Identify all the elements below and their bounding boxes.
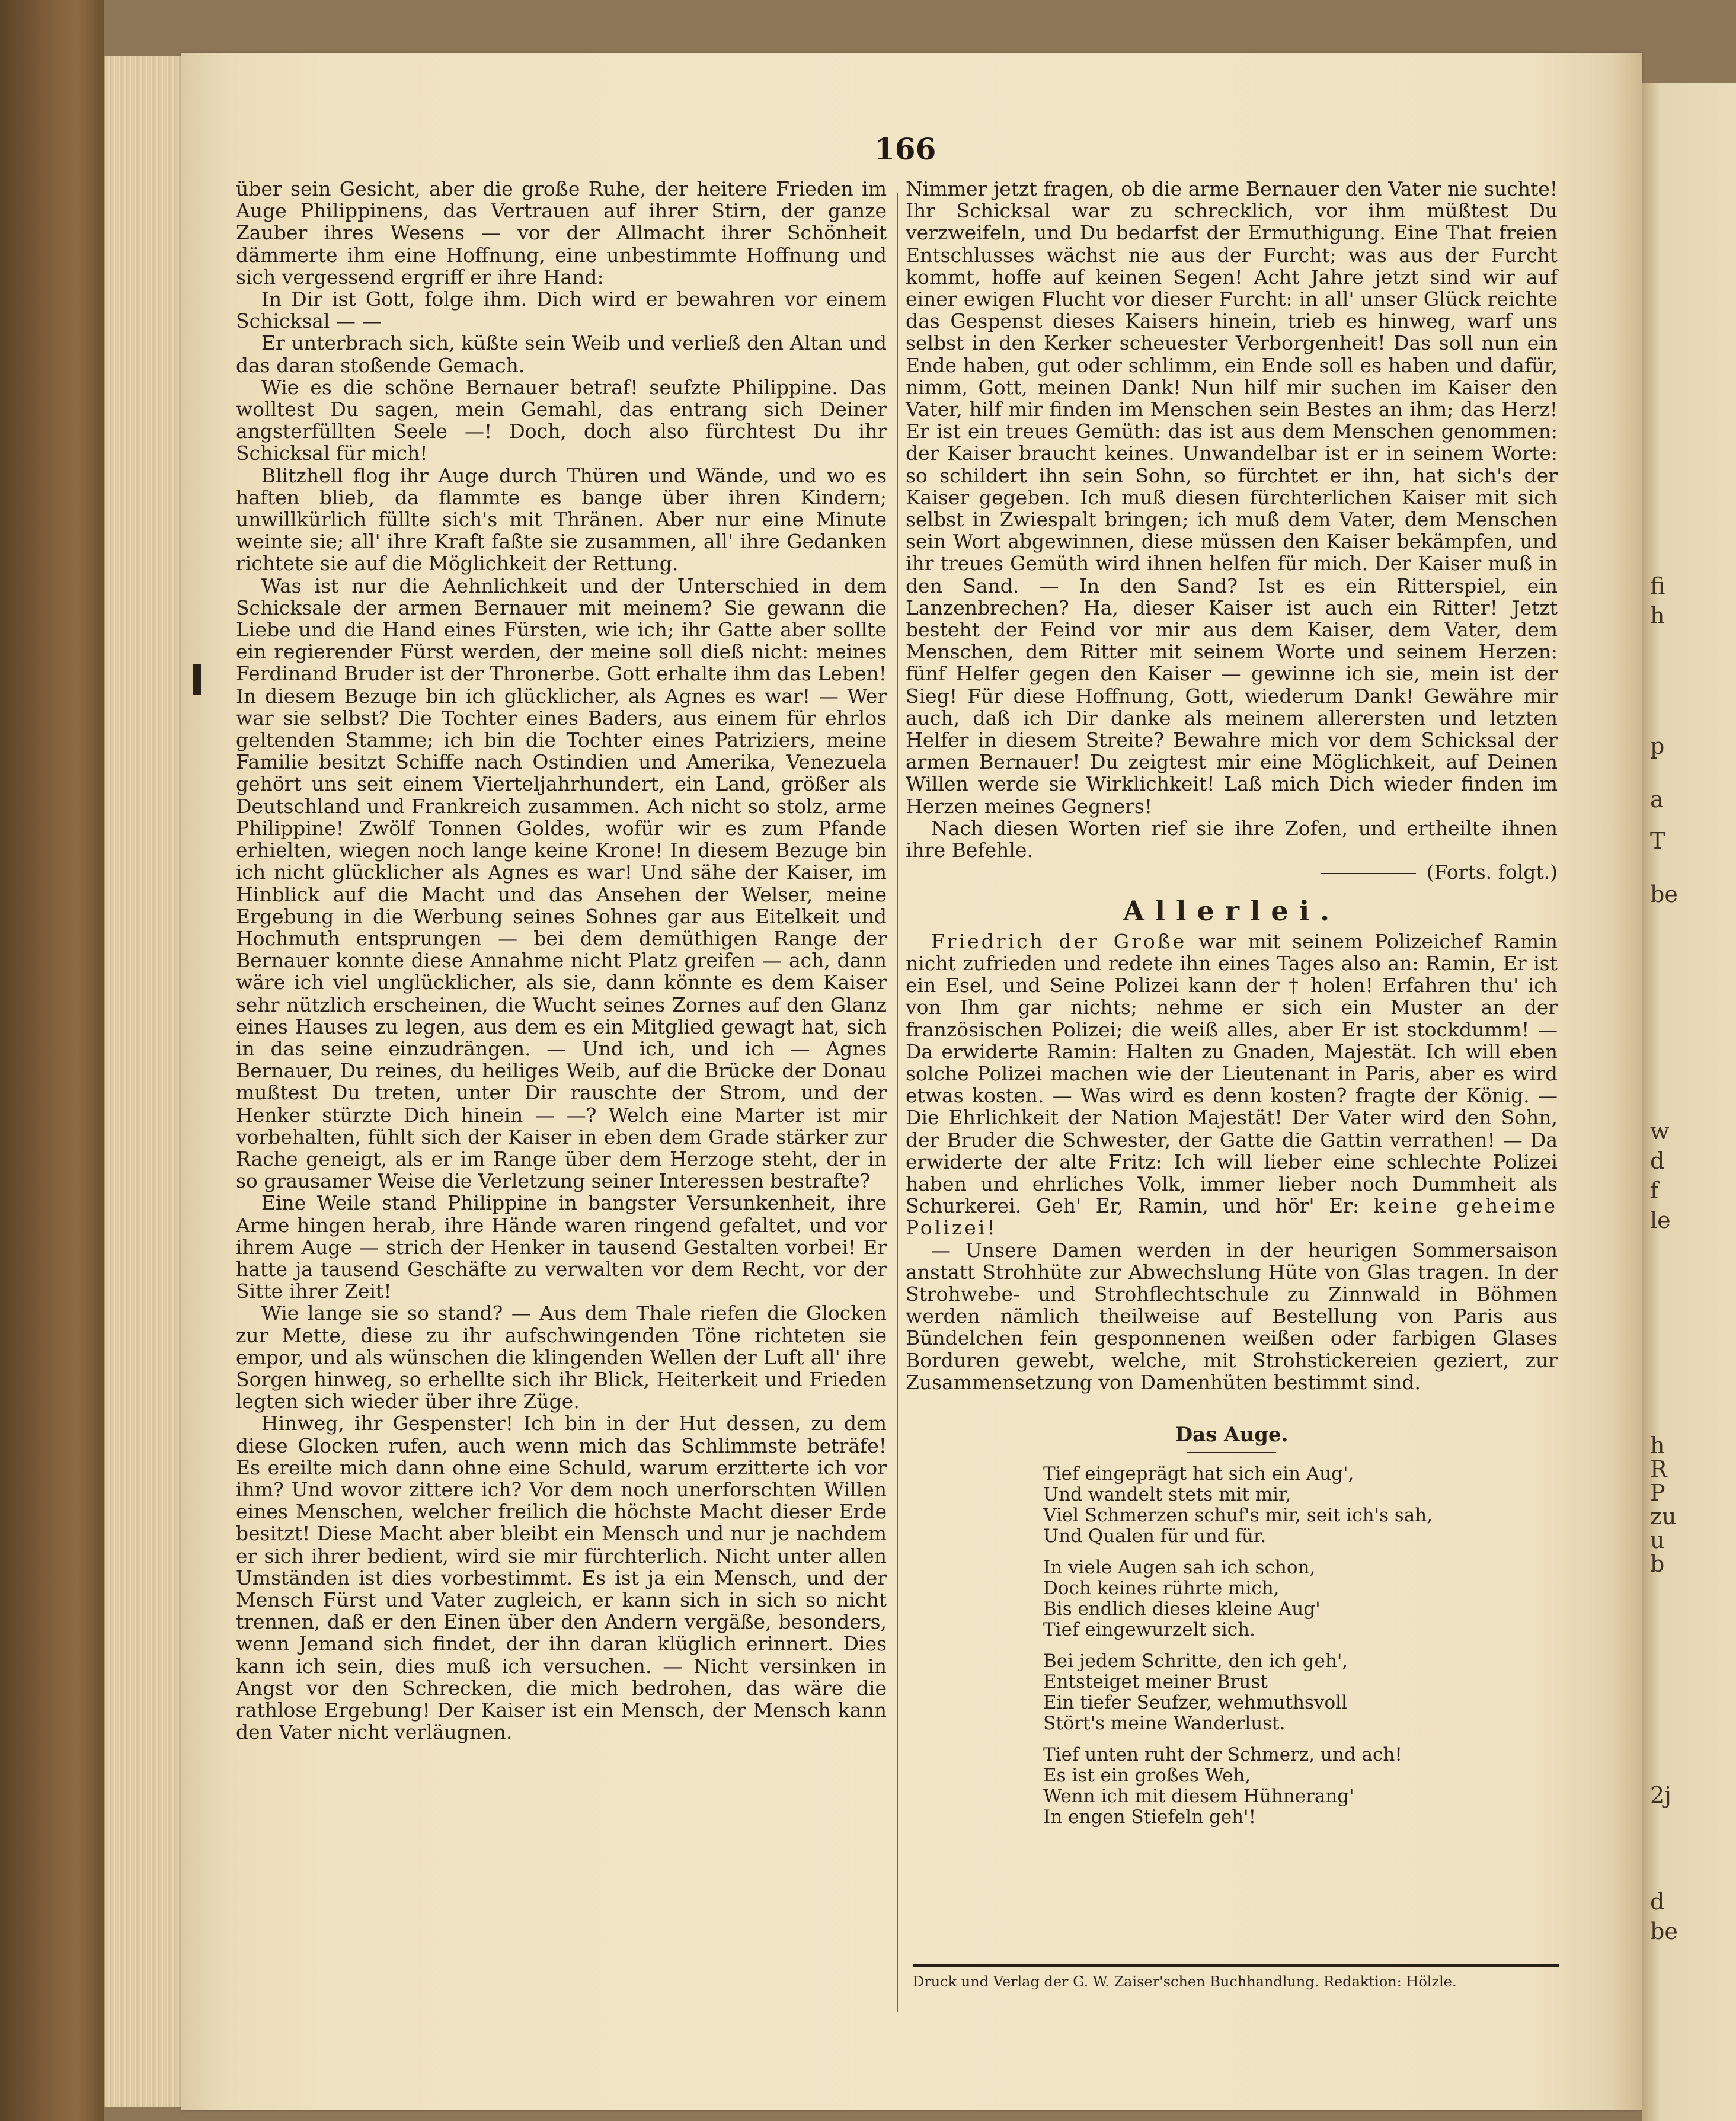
facing-fragment: b <box>1650 1551 1665 1577</box>
facing-fragment: f <box>1650 1178 1659 1204</box>
facing-fragment: a <box>1650 786 1664 812</box>
poem-stanza <box>1043 1557 1558 1640</box>
facing-fragment: h <box>1650 1432 1665 1458</box>
poem-line: Ein tiefer Seufzer, wehmuthsvoll <box>1043 1692 1347 1714</box>
facing-fragment: u <box>1650 1527 1665 1553</box>
poem-line: In viele Augen sah ich schon, <box>1043 1557 1316 1579</box>
paragraph-text: war mit seinem Polizeichef Ramin nicht zufrieden und redete ihn eines Tages also an: Ramin, Er ist ein Esel, und Seine Polizei kann der † holen! Erfahren thu' ich von Ihm gar nichts; nehme er sich ein Muster an der französischen Polizei; die weiß alles, aber Er ist stockdumm! — Da erwiderte Ramin: Halten zu Gnaden, Majestät. Ich will eben solche Polizei machen wie der Lieutenant in Paris, aber es wird etwas kosten. — Was wird es denn kosten? fragte der König. — Die Ehrlichkeit der Nation Majestät! Der Vater wird den Sohn, der Bruder die Schwester, der Gatte die Gattin verrathen! — Da erwiderte der alte Fritz: Ich will lieber eine schlechte Polizei haben und ehrliches Volk, immer lieber noch Dummheit als Schurkerei. Geh' Er, Ramin, und hör' Er: <box>906 929 1558 1218</box>
poem-line: Tief unten ruht der Schmerz, und ach! <box>1043 1744 1402 1766</box>
column-divider <box>897 193 898 2012</box>
poem-line: Viel Schmerzen schuf's mir, seit ich's sah, <box>1043 1505 1433 1527</box>
paragraph: Hinweg, ihr Gespenster! Ich bin in der Hut dessen, zu dem diese Glocken rufen, auch wenn mich das Schlimmste beträfe! Es ereilte mich dann ohne eine Schuld, warum erzitterte ich vor ihm? Und wovor zittere ich? Vor dem noch unerforschten Willen eines Menschen, welcher freilich die höchste Macht dieser Erde besitzt! Diese Macht aber bleibt ein Mensch und nur je nachdem er sich ihrer bedient, wird sie mir fürchterlich. Nicht unter allen Umständen ist dies vorbestimmt. Es ist ja ein Mensch, und der Mensch Fürst und Vater zugleich, er kann sich in sich so nicht trennen, daß er den Einen über den Andern vergäße, besonders, wenn Jemand sich findet, der ihn daran klüglich erinnert. Dies kann ich sein, dies muß ich versuchen. — Nicht versinken in Angst vor den Schrecken, die mich bedrohen, das wäre die rathlose Ergebung! Der Kaiser ist ein Mensch, der Mensch kann den Vater nicht verläugnen. <box>236 1412 887 1744</box>
spaced-name: Friedrich der Große <box>931 929 1187 953</box>
right-column <box>906 178 1558 1838</box>
spaced-phrase: keine geheime Polizei! <box>906 1194 1558 1240</box>
section-heading: Allerlei. <box>1123 894 1341 927</box>
paragraph: Was ist nur die Aehnlichkeit und der Unterschied in dem Schicksale der armen Bernauer mit meinem? Sie gewann die Liebe und die Hand eines Fürsten, wie ich; ihr Gatte aber sollte ein regierender Fürst werden, der meine soll dieß nicht: meines Ferdinand Bruder ist der Thronerbe. Gott erhalte ihm das Leben! In diesem Bezuge bin ich glücklicher, als Agnes es war! — Wer war sie selbst? Die Tochter eines Baders, aus einem für ehrlos geltenden Stamme; ich bin die Tochter eines Patriziers, meine Familie besitzt Schiffe nach Ostindien und Amerika, Venezuela gehört uns seit einem Vierteljahrhundert, ein Land, größer als Deutschland und Frankreich zusammen. Ach nicht so stolz, arme Philippine! Zwölf Tonnen Goldes, wofür wir es zum Pfande erhielten, wiegen noch lange keine Krone! In diesem Bezuge bin ich nicht glücklicher als Agnes es war! Und sähe der Kaiser, im Hinblick auf die Macht und das Ansehen der Welser, meine Ergebung in die Werbung seines Sohnes gar aus Eitelkeit und Hochmuth entsprungen — bei dem demüthigen Range der Bernauer konnte diese Annahme nicht Platz greifen — ach, dann wäre ich viel unglücklicher, als sie, dann könnte es dem Kaiser sehr nützlich erscheinen, die Wucht seines Zornes auf den Glanz eines Hauses zu legen, aus dem es ein Mitglied gewagt hat, sich in das seine einzudrängen. — Und ich, und ich — Agnes Bernauer, Du reines, du heiliges Weib, auf die Brücke der Donau mußtest Du treten, unter Dir rauschte der Strom, und der Henker stürzte Dich hinein — —? Welch eine Marter ist mir vorbehalten, fühlt sich der Kaiser in eben dem Grade stärker zur Rache geneigt, als er im Range über dem Herzoge steht, der in so grausamer Weise die Verletzung seiner Interessen bestrafte? <box>236 574 887 1193</box>
left-column <box>236 178 887 1743</box>
facing-fragment: R <box>1650 1456 1667 1482</box>
facing-fragment: le <box>1650 1207 1671 1233</box>
poem-line: Und wandelt stets mit mir, <box>1043 1484 1291 1506</box>
poem-line: Doch keines rührte mich, <box>1043 1578 1280 1599</box>
paragraph: — Unsere Damen werden in der heurigen Sommersaison anstatt Strohhüte zur Abwechslung Hüte von Glas tragen. In der Strohwebe- und Strohflechtschule zu Zinnwald in Böhmen werden nämlich theilweise auf Bestellung von Paris aus Bündelchen fein gesponnenen weißen oder farbigen Glases Borduren gewebt, welche, mit Strohstickereien geziert, zur Zusammensetzung von Damenhüten bestimmt sind. <box>906 1238 1558 1394</box>
separator-rule <box>1321 873 1416 874</box>
footer-rule <box>913 1964 1559 1967</box>
facing-fragment: 2j <box>1650 1782 1671 1808</box>
page-number: 166 <box>874 132 936 167</box>
poem-line: Tief eingeprägt hat sich ein Aug', <box>1043 1463 1354 1485</box>
poem-line: Bis endlich dieses kleine Aug' <box>1043 1598 1321 1620</box>
paragraph: In Dir ist Gott, folge ihm. Dich wird er bewahren vor einem Schicksal — — <box>236 287 887 333</box>
facing-fragment: fi <box>1650 573 1665 599</box>
facing-fragment: P <box>1650 1480 1665 1506</box>
poem-stanza <box>1043 1745 1558 1828</box>
facing-fragment: d <box>1650 1889 1665 1915</box>
paragraph: Wie lange sie so stand? — Aus dem Thale riefen die Glocken zur Mette, diese zu ihr aufschwingenden Töne richteten sie empor, und als wünschen die klingenden Wellen der Luft all' ihre Sorgen hinweg, so erhellte sich ihr Blick, Heiterkeit und Frieden legten sich wieder über ihre Züge. <box>236 1301 887 1413</box>
paragraph: Blitzhell flog ihr Auge durch Thüren und Wände, und wo es haften blieb, da flammte es bange über ihren Kindern; unwillkürlich füllte sich's mit Thränen. Aber nur eine Minute weinte sie; all' ihre Kraft faßte sie zusammen, all' ihre Gedanken richtete sie auf die Möglichkeit der Rettung. <box>236 463 887 575</box>
paragraph: Er unterbrach sich, küßte sein Weib und verließ den Altan und das daran stoßende Gemach. <box>236 331 887 377</box>
imprint-line: Druck und Verlag der G. W. Zaiser'schen Buchhandlung. Redaktion: Hölzle. <box>913 1973 1457 1990</box>
facing-fragment: h <box>1650 603 1665 629</box>
poem <box>906 1464 1558 1828</box>
poem-line: Entsteiget meiner Brust <box>1043 1671 1268 1693</box>
poem-line: Und Qualen für und für. <box>1043 1525 1267 1547</box>
continuation-note <box>906 861 1558 883</box>
facing-fragment: be <box>1650 1918 1678 1944</box>
paragraph: über sein Gesicht, aber die große Ruhe, der heitere Frieden im Auge Philippinens, das Vertrauen auf ihrer Stirn, der ganze Zauber ihres Wesens — vor der Allmacht ihrer Schönheit dämmerte ihm eine Hoffnung, eine unbestimmte Hoffnung und sich vergessend ergriff er ihre Hand: <box>236 177 887 289</box>
paragraph <box>906 930 1558 1239</box>
poem-line: Es ist ein großes Weh, <box>1043 1765 1251 1787</box>
continuation-text: (Forts. folgt.) <box>1426 860 1558 884</box>
poem-line: In engen Stiefeln geh'! <box>1043 1806 1257 1828</box>
paragraph: Nimmer jetzt fragen, ob die arme Bernauer den Vater nie suchte! Ihr Schicksal war zu schrecklich, vor ihm müßtest Du verzweifeln, und Du bedarfst der Ermuthigung. Eine That freien Entschlusses wächst nie aus der Furcht; was aus der Furcht kommt, hoffe auf keinen Segen! Acht Jahre jetzt sind wir auf einer ewigen Flucht vor dieser Furcht: in all' unser Glück reichte das Gespenst dieses Kaisers hinein, trieb es hinweg, warf uns selbst in den Kerker scheuester Verborgenheit! Das soll nun ein Ende haben, gut oder schlimm, ein Ende soll es haben und dafür, nimm, Gott, meinen Dank! Nun hilf mir suchen im Kaiser den Vater, hilf mir finden im Menschen sein Bestes an ihm; das Herz! Er ist ein treues Gemüth: das ist aus dem Menschen genommen: der Kaiser braucht keines. Unwandelbar ist er in seinem Worte: so schildert ihn sein Sohn, so fürchtet er ihn, hat sich's der Kaiser gegeben. Ich muß diesen fürchterlichen Kaiser mit sich selbst in Zwiespalt bringen; ich muß dem Vater, dem Menschen sein Wort abgewinnen, diese müssen den Kaiser bekämpfen, und ihr treues Gemüth wird ihnen helfen für mich. Der Kaiser muß in den Sand. — In den Sand? Ist es ein Ritterspiel, ein Lanzenbrechen? Ha, dieser Kaiser ist auch ein Ritter! Jetzt besteht der Feind vor mir aus dem Kaiser, dem Vater, dem Menschen, dem Ritter mit seinem Worte und seinem Herzen: fünf Helfer gegen den Kaiser — gewinne ich sie, mein ist der Sieg! Für diese Hoffnung, Gott, wiederum Dank! Gewähre mir auch, daß ich Dir danke als meinem allerersten und letzten Helfer in diesem Streite? Bewahre mich vor dem Schicksal der armen Bernauer! Du zeigtest mir eine Möglichkeit, auf Deinen Willen werde sie Wirklichkeit! Laß mich Dich wieder finden im Herzen meines Gegners! <box>906 177 1558 818</box>
poem-line: Stört's meine Wanderlust. <box>1043 1713 1286 1735</box>
poem-stanza <box>1043 1464 1558 1547</box>
paragraph: Nach diesen Worten rief sie ihre Zofen, und ertheilte ihnen ihre Befehle. <box>906 816 1558 862</box>
poem-stanza <box>1043 1651 1558 1734</box>
poem-title: Das Auge. <box>906 1424 1558 1453</box>
facing-fragment: T <box>1650 828 1665 854</box>
facing-fragment: zu <box>1650 1503 1677 1530</box>
facing-fragment: p <box>1650 733 1665 759</box>
facing-fragment: w <box>1650 1118 1670 1144</box>
paragraph: Wie es die schöne Bernauer betraf! seufzte Philippine. Das wolltest Du sagen, mein Gemahl, das entrang sich Deiner angsterfüllten Seele —! Doch, doch also fürchtest Du ihr Schicksal für mich! <box>236 375 887 465</box>
poem-line: Wenn ich mit diesem Hühnerang' <box>1043 1786 1354 1808</box>
poem-line: Tief eingewurzelt sich. <box>1043 1619 1255 1641</box>
facing-fragment: be <box>1650 881 1678 907</box>
poem-line: Bei jedem Schritte, den ich geh', <box>1043 1650 1348 1672</box>
paragraph: Eine Weile stand Philippine in bangster Versunkenheit, ihre Arme hingen herab, ihre Hände waren ringend gefaltet, und vor ihrem Auge — strich der Henker in tausend Gestalten vorbei! Er hatte ja tausend Geschäfte zu verwalten vor dem Recht, vor der Sitte ihrer Zeit! <box>236 1191 887 1303</box>
facing-fragment: d <box>1650 1148 1665 1174</box>
